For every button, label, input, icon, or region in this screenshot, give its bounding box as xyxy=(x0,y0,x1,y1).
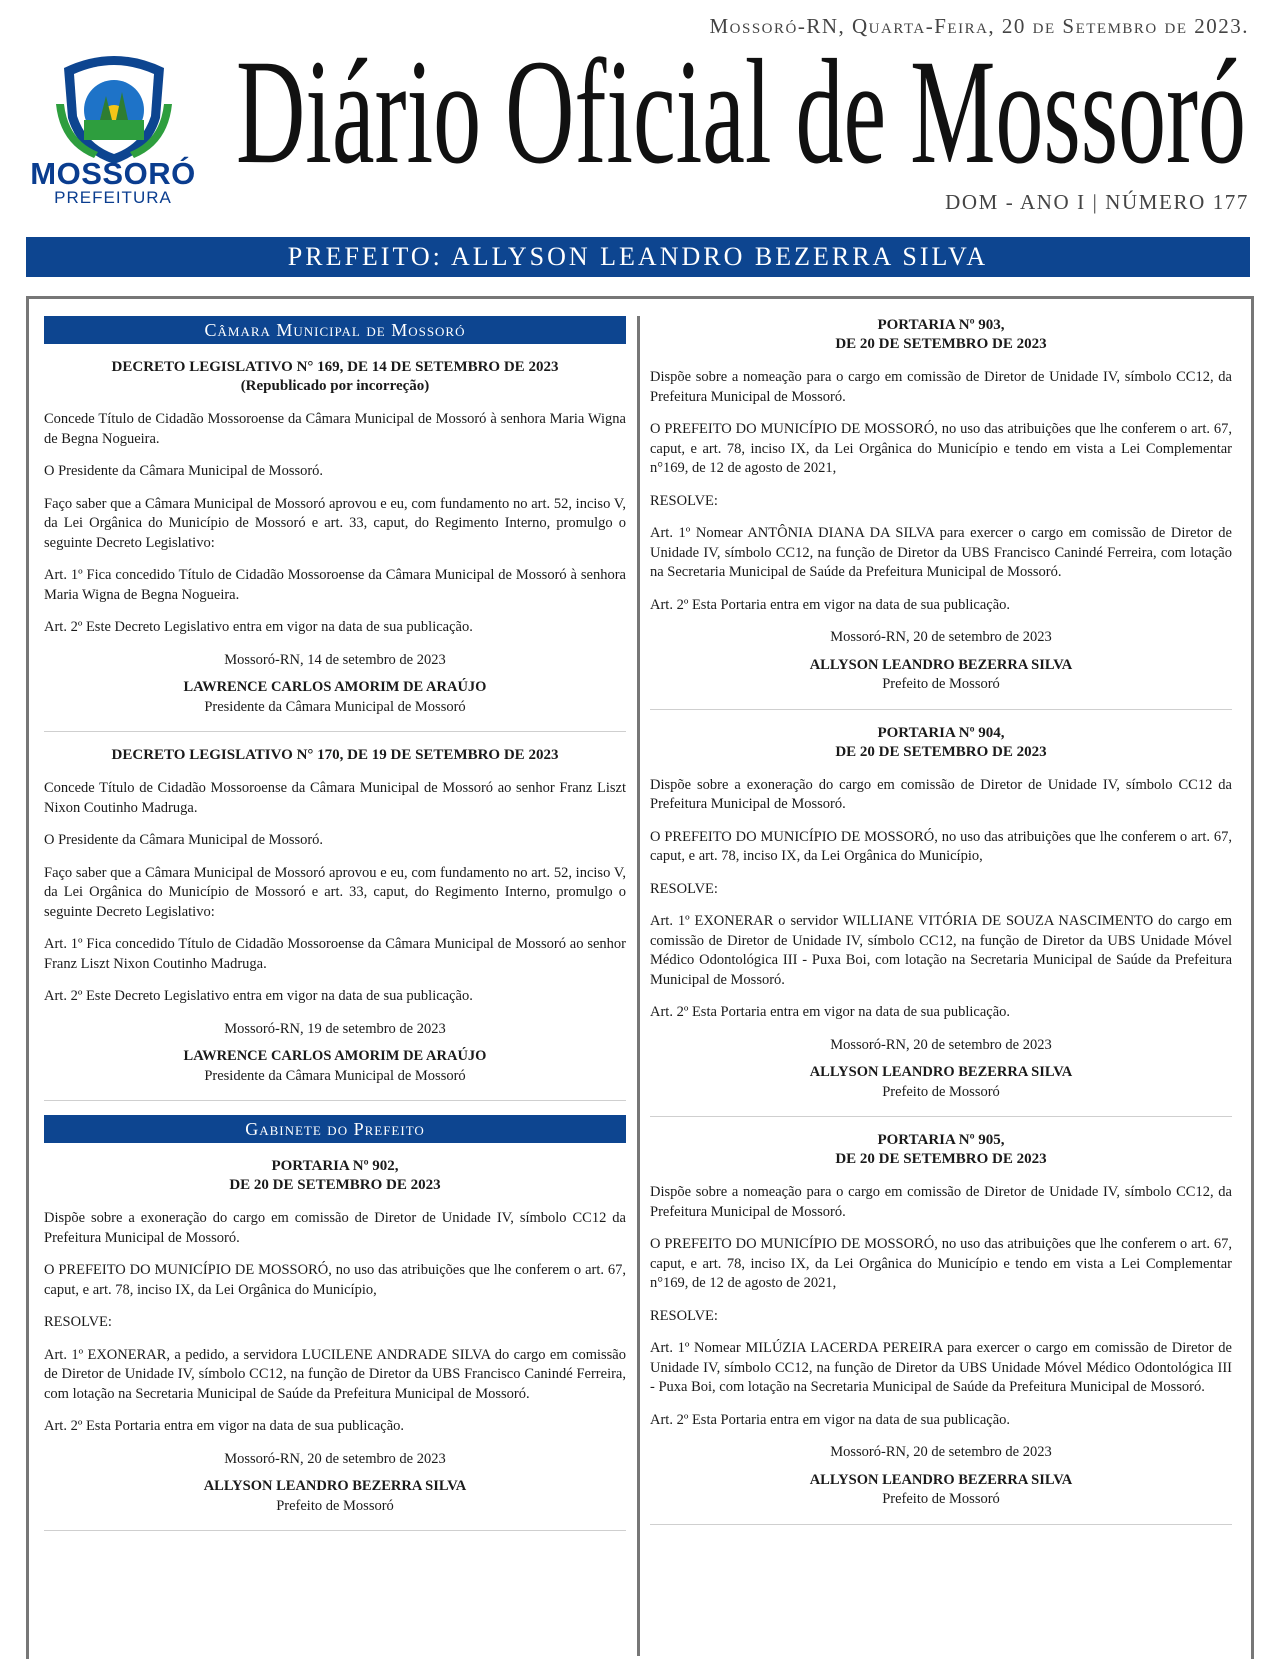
act-paragraph: RESOLVE: xyxy=(650,1307,718,1324)
act-title-date: DE 20 DE SETEMBRO DE 2023 xyxy=(229,1177,441,1193)
decreto-170 xyxy=(44,746,626,1101)
mayor-banner: PREFEITO: ALLYSON LEANDRO BEZERRA SILVA xyxy=(26,237,1250,277)
act-title xyxy=(650,724,1232,762)
logo-subtitle: PREFEITURA xyxy=(54,188,172,207)
act-paragraph: Faço saber que a Câmara Municipal de Mossoró aprovou e eu, com fundamento no art. 52, inciso V, da Lei Orgânica do Município de Mossoró e art. 33, caput, do Regimento Interno, promulgo o seguinte Decreto Legislativo: xyxy=(44,864,626,920)
act-paragraph: Dispõe sobre a nomeação para o cargo em comissão de Diretor de Unidade IV, símbolo CC12, da Prefeitura Municipal de Mossoró. xyxy=(650,1184,1232,1220)
right-column xyxy=(650,316,1232,1539)
decreto-169 xyxy=(44,358,626,732)
act-title-line: PORTARIA Nº 903, xyxy=(877,317,1005,333)
act-title-date: DE 20 DE SETEMBRO DE 2023 xyxy=(835,743,1047,760)
act-place-date: Mossoró-RN, 19 de setembro de 2023 xyxy=(224,1020,446,1037)
act-paragraph: Dispõe sobre a exoneração do cargo em comissão de Diretor de Unidade IV, símbolo CC12 da Prefeitura Municipal de Mossoró. xyxy=(650,776,1232,812)
dateline: Mossoró-RN, Quarta-Feira, 20 de Setembro de 2023. xyxy=(709,14,1249,38)
act-paragraph: Art. 1º Fica concedido Título de Cidadão Mossoroense da Câmara Municipal de Mossoró à senhora Maria Wigna de Begna Nogueira. xyxy=(44,567,626,603)
act-title-line: PORTARIA Nº 904, xyxy=(877,724,1005,741)
act-paragraph: Art. 1º EXONERAR, a pedido, a servidora LUCILENE ANDRADE SILVA do cargo em comissão de Diretor de Unidade IV, símbolo CC12, na função de Diretor da UBS Francisco Canindé Ferreira, com lotação na Secretaria Municipal de Saúde da Prefeitura Municipal de Mossoró. xyxy=(44,1346,626,1402)
section-header-camara: Câmara Municipal de Mossoró xyxy=(44,316,626,344)
act-paragraph: Art. 2º Este Decreto Legislativo entra em vigor na data de sua publicação. xyxy=(44,619,473,635)
act-signer-role: Prefeito de Mossoró xyxy=(882,1491,1000,1507)
portaria-904 xyxy=(650,724,1232,1118)
act-title-line: PORTARIA Nº 905, xyxy=(877,1132,1005,1148)
act-signer: ALLYSON LEANDRO BEZERRA SILVA xyxy=(809,1064,1073,1080)
act-place-date: Mossoró-RN, 14 de setembro de 2023 xyxy=(224,651,446,668)
masthead-text: Diário Oficial de Mossoró xyxy=(236,40,1246,180)
act-signer: LAWRENCE CARLOS AMORIM DE ARAÚJO xyxy=(183,679,487,695)
act-place-date: Mossoró-RN, 20 de setembro de 2023 xyxy=(830,629,1052,645)
act-paragraph: Art. 2º Este Decreto Legislativo entra em vigor na data de sua publicação. xyxy=(44,988,473,1004)
act-paragraph: Art. 1º Nomear ANTÔNIA DIANA DA SILVA para exercer o cargo em comissão de Diretor de Unidade IV, símbolo CC12, na função de Diretor da UBS Francisco Canindé Ferreira, com lotação na Secretaria Municipal de Saúde da Prefeitura Municipal de Mossoró. xyxy=(650,525,1232,580)
act-paragraph: Art. 1º Nomear MILÚZIA LACERDA PEREIRA para exercer o cargo em comissão de Diretor de Unidade IV, símbolo CC12, na função de Diretor da UBS Unidade Móvel Médico Odontológica III - Puxa Boi, com lotação na Secretaria Municipal de Saúde da Prefeitura Municipal de Mossoró. xyxy=(650,1340,1232,1395)
act-signer-role: Prefeito de Mossoró xyxy=(882,1083,1000,1100)
edition-number: DOM - ANO I | NÚMERO 177 xyxy=(945,190,1249,214)
act-paragraph: O PREFEITO DO MUNICÍPIO DE MOSSORÓ, no uso das atribuições que lhe conferem o art. 67, caput, e art. 78, inciso IX, da Lei Orgânica do Município e tendo em vista a Lei Complementar n°169, de 12 de agosto de 2021, xyxy=(650,421,1232,476)
act-title-date: DE 20 DE SETEMBRO DE 2023 xyxy=(835,336,1047,352)
act-signer: ALLYSON LEANDRO BEZERRA SILVA xyxy=(203,1478,467,1494)
act-title-line: PORTARIA Nº 902, xyxy=(271,1158,399,1174)
portaria-903 xyxy=(650,316,1232,710)
act-title xyxy=(650,1131,1232,1169)
act-paragraph: O PREFEITO DO MUNICÍPIO DE MOSSORÓ, no uso das atribuições que lhe conferem o art. 67, caput, e art. 78, inciso IX, da Lei Orgânica do Município e tendo em vista a Lei Complementar n°169, de 12 de agosto de 2021, xyxy=(650,1236,1232,1291)
act-paragraph: Art. 2º Esta Portaria entra em vigor na data de sua publicação. xyxy=(650,1411,1011,1428)
act-paragraph: Dispõe sobre a nomeação para o cargo em comissão de Diretor de Unidade IV, símbolo CC12, da Prefeitura Municipal de Mossoró. xyxy=(650,369,1232,405)
city-seal-icon xyxy=(54,48,174,166)
act-paragraph: Art. 2º Esta Portaria entra em vigor na data de sua publicação. xyxy=(650,1004,1011,1020)
portaria-905 xyxy=(650,1131,1232,1525)
act-place-date: Mossoró-RN, 20 de setembro de 2023 xyxy=(830,1036,1052,1053)
act-paragraph: O Presidente da Câmara Municipal de Mossoró. xyxy=(44,832,324,848)
act-paragraph: Art. 1º Fica concedido Título de Cidadão Mossoroense da Câmara Municipal de Mossoró ao senhor Franz Liszt Nixon Coutinho Madruga. xyxy=(44,936,626,972)
act-signer-role: Presidente da Câmara Municipal de Mossoró xyxy=(204,1067,466,1084)
act-signer: LAWRENCE CARLOS AMORIM DE ARAÚJO xyxy=(183,1048,487,1064)
act-title: DECRETO LEGISLATIVO N° 170, DE 19 DE SETEMBRO DE 2023 xyxy=(111,747,559,763)
act-signer-role: Prefeito de Mossoró xyxy=(882,676,1000,692)
masthead-title xyxy=(236,40,1252,180)
act-title xyxy=(650,316,1232,354)
act-title-line: DECRETO LEGISLATIVO N° 169, DE 14 DE SETEMBRO DE 2023 xyxy=(111,359,559,375)
act-paragraph: RESOLVE: xyxy=(44,1314,112,1330)
act-signer: ALLYSON LEANDRO BEZERRA SILVA xyxy=(809,656,1073,673)
act-signer-role: Prefeito de Mossoró xyxy=(276,1497,394,1514)
act-place-date: Mossoró-RN, 20 de setembro de 2023 xyxy=(830,1444,1052,1460)
act-signer: ALLYSON LEANDRO BEZERRA SILVA xyxy=(809,1471,1073,1488)
act-signer-role: Presidente da Câmara Municipal de Mossoró xyxy=(204,698,466,715)
section-header-gabinete: Gabinete do Prefeito xyxy=(44,1115,626,1143)
act-paragraph: Concede Título de Cidadão Mossoroense da Câmara Municipal de Mossoró ao senhor Franz Liszt Nixon Coutinho Madruga. xyxy=(44,780,626,816)
column-divider xyxy=(637,316,640,1656)
left-column xyxy=(44,316,626,1545)
act-paragraph: Art. 2º Esta Portaria entra em vigor na data de sua publicação. xyxy=(650,596,1011,613)
act-place-date: Mossoró-RN, 20 de setembro de 2023 xyxy=(224,1450,446,1467)
act-paragraph: Art. 2º Esta Portaria entra em vigor na data de sua publicação. xyxy=(44,1418,405,1434)
logo-name: MOSSORÓ xyxy=(30,156,196,191)
act-title xyxy=(44,1157,626,1195)
portaria-902 xyxy=(44,1157,626,1531)
act-subtitle: (Republicado por incorreção) xyxy=(240,378,430,394)
act-paragraph: RESOLVE: xyxy=(650,492,718,509)
act-paragraph: O Presidente da Câmara Municipal de Mossoró. xyxy=(44,463,324,479)
act-paragraph: Art. 1º EXONERAR o servidor WILLIANE VITÓRIA DE SOUZA NASCIMENTO do cargo em comissão de Diretor de Unidade IV, símbolo CC12, na função de Diretor da UBS Unidade Móvel Médico Odontológica III - Puxa Boi, com lotação na Secretaria Municipal de Saúde da Prefeitura Municipal de Mossoró. xyxy=(650,913,1232,988)
act-paragraph: Dispõe sobre a exoneração do cargo em comissão de Diretor de Unidade IV, símbolo CC12 da Prefeitura Municipal de Mossoró. xyxy=(44,1210,626,1246)
act-paragraph: Faço saber que a Câmara Municipal de Mossoró aprovou e eu, com fundamento no art. 52, inciso V, da Lei Orgânica do Município de Mossoró e art. 33, caput, do Regimento Interno, promulgo o seguinte Decreto Legislativo: xyxy=(44,495,626,551)
act-paragraph: RESOLVE: xyxy=(650,880,718,897)
act-title-date: DE 20 DE SETEMBRO DE 2023 xyxy=(835,1151,1047,1167)
act-paragraph: Concede Título de Cidadão Mossoroense da Câmara Municipal de Mossoró à senhora Maria Wigna de Begna Nogueira. xyxy=(44,411,626,447)
act-title xyxy=(44,358,626,396)
act-paragraph: O PREFEITO DO MUNICÍPIO DE MOSSORÓ, no uso das atribuições que lhe conferem o art. 67, caput, e art. 78, inciso IX, da Lei Orgânica do Município, xyxy=(44,1262,626,1298)
prefeitura-logo xyxy=(22,48,204,208)
act-paragraph: O PREFEITO DO MUNICÍPIO DE MOSSORÓ, no uso das atribuições que lhe conferem o art. 67, caput, e art. 78, inciso IX, da Lei Orgânica do Município, xyxy=(650,828,1232,864)
